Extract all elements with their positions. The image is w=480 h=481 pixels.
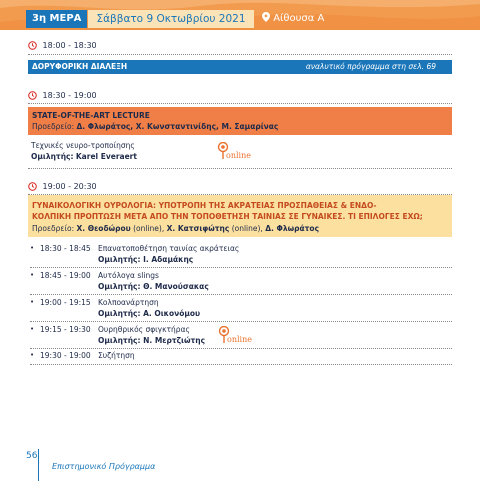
chair-1-note: (online), (130, 224, 167, 233)
talk-title: Επανατοποθέτηση ταινίας ακράτειας (98, 244, 240, 253)
state-of-the-art-box (28, 107, 452, 135)
list-item (30, 351, 452, 362)
talk-title: Αυτόλογα slings (98, 271, 159, 280)
session-time (28, 40, 97, 52)
clock-icon (28, 91, 37, 100)
bullet: • (30, 271, 35, 279)
session-time-text: 18:30 - 19:00 (42, 91, 97, 100)
chair-3: Δ. Φλωράτος (265, 224, 320, 233)
divider (30, 321, 452, 322)
chairs-label: Προεδρείο: (32, 224, 75, 233)
location-pin-icon (262, 13, 273, 24)
chairs (32, 122, 278, 131)
session-title-line2: ΚΟΛΠΙΚΗ ΠΡΟΠΤΩΣΗ ΜΕΤΑ ΑΠΟ ΤΗΝ ΤΟΠΟΘΕΤΗΣΗ ΤΑΙΝΙΑΣ ΣΕ ΓΥΝΑΙΚΕΣ. ΤΙ ΕΠΙΛΟΓΕΣ ΕΧΩ; (32, 212, 423, 221)
talk-title: Ουρηθρικός σφιγκτήρας (98, 325, 190, 334)
clock-icon (28, 41, 37, 50)
list-item (30, 271, 452, 293)
talk-title: Κολποανάρτηση (98, 298, 159, 307)
talk-title: Συζήτηση (98, 351, 135, 360)
list-item (30, 244, 452, 266)
chair-2: Χ. Κατσιφώτης (166, 224, 230, 233)
session-time (28, 181, 97, 193)
session-title: STATE-OF-THE-ART LECTURE (32, 111, 150, 120)
divider (28, 103, 452, 104)
chairs-label: Προεδρείο: (32, 122, 75, 131)
talk-time: 19:00 - 19:15 (40, 298, 91, 307)
divider (30, 267, 452, 268)
talk-time: 19:15 - 19:30 (40, 325, 91, 334)
bullet: • (30, 325, 35, 333)
chair-1: Χ. Θεοδώρου (76, 224, 131, 233)
talk-time: 18:45 - 19:00 (40, 271, 91, 280)
day-badge: 3η ΜΕΡΑ (26, 10, 87, 28)
session-time (28, 90, 97, 102)
bullet: • (30, 351, 35, 359)
page-number: 56 (26, 451, 38, 461)
talk-speaker: Ομιλητής: Ν. Μερτζιώτης (98, 336, 206, 345)
divider (28, 168, 452, 169)
footer-divider (38, 449, 39, 481)
divider (30, 294, 452, 295)
gynecological-urology-box (28, 195, 452, 237)
speaker-name: Karel Everaert (75, 152, 137, 161)
session-time-text: 18:00 - 18:30 (42, 41, 97, 50)
chairs-names: Δ. Φλωράτος, Χ. Κωνσταντινίδης, Μ. Σαμαρίνας (76, 122, 279, 131)
talk-time: 18:30 - 18:45 (40, 244, 91, 253)
talk-speaker: Ομιλητής: Ι. Αδαμάκης (98, 255, 194, 264)
chair-2-note: (online), (229, 224, 266, 233)
talk-speaker: Ομιλητής: Α. Οικονόμου (98, 309, 201, 318)
room-name: Αίθουσα Α (273, 13, 325, 24)
divider (30, 364, 452, 365)
date-badge: Σάββατο 9 Οκτωβρίου 2021 (88, 10, 254, 28)
session-title-line1: ΓΥΝΑΙΚΟΛΟΓΙΚΗ ΟΥΡΟΛΟΓΙΑ: ΥΠΟΤΡΟΠΗ ΤΗΣ ΑΚΡΑΤΕΙΑΣ ΠΡΟΣΠΑΘΕΙΑΣ & ΕΝΔΟ- (32, 201, 377, 210)
talk-speaker (31, 152, 137, 161)
online-label: online (226, 151, 251, 160)
divider (30, 348, 452, 349)
footer-label: Επιστημονικό Πρόγραμμα (52, 462, 156, 471)
online-label: online (227, 335, 252, 344)
talk-title: Τεχνικές νευρο-τροποίησης (31, 141, 135, 150)
list-item (30, 298, 452, 320)
talk-speaker: Ομιλητής: Θ. Μανούσακας (98, 282, 209, 291)
talk-time: 19:30 - 19:00 (40, 351, 91, 360)
chairs (32, 224, 319, 233)
bullet: • (30, 244, 35, 252)
satellite-lecture-bar (28, 60, 452, 74)
bar-note: αναλυτικό πρόγραμμα στη σελ. 69 (305, 62, 436, 71)
session-time-text: 19:00 - 20:30 (42, 182, 97, 191)
bar-title: ΔΟΡΥΦΟΡΙΚΗ ΔΙΑΛΕΞΗ (32, 62, 128, 71)
bullet: • (30, 298, 35, 306)
speaker-label: Ομιλητής: (31, 152, 74, 161)
clock-icon (28, 182, 37, 191)
room-label (262, 10, 324, 28)
divider (28, 54, 452, 55)
